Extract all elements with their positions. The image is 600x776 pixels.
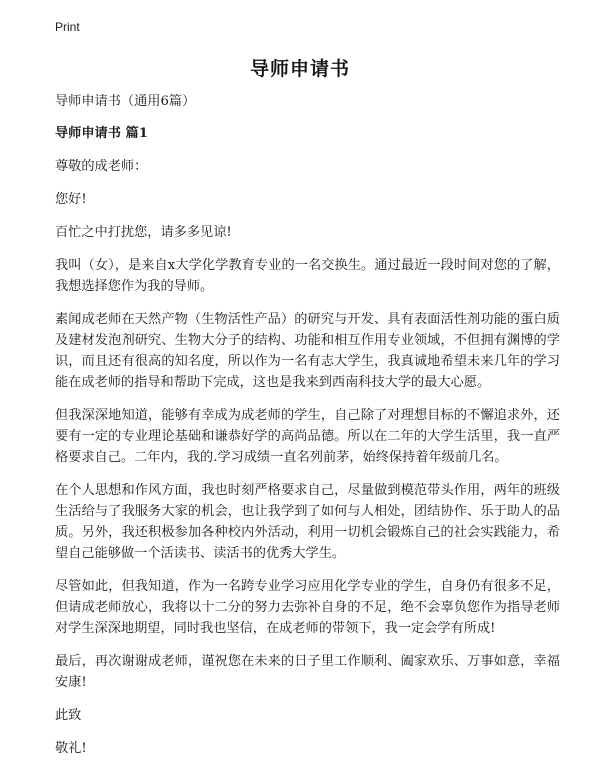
closing-salute: 敬礼! (55, 741, 87, 756)
paragraph-conduct: 在个人思想和作风方面，我也时刻严格要求自己，尽量做到模范带头作用，两年的班级生活给与了我服务大家的机会，也让我学到了如何与人相处，团结协作、乐于助人的品质。另外，我还积极参加各种校内外活动，利用一切机会锻炼自己的社会实践能力，希望自己能够做一个活读书、读活书的优秀大学生。 (55, 483, 560, 561)
paragraph-study: 但我深深地知道，能够有幸成为成老师的学生，自己除了对理想目标的不懈追求外，还要有一定的专业理论基础和谦恭好学的高尚品德。所以在二年的大学生活里，我一直严格要求自己。二年内，我的.学习成绩一直名列前茅，始终保持着年级前几名。 (55, 408, 560, 465)
paragraph-research: 素闻成老师在天然产物（生物活性产品）的研究与开发、具有表面活性剂功能的蛋白质及建材发泡剂研究、生物大分子的结构、功能和相互作用专业领域，不但拥有渊博的学识，而且还有很高的知名度，所以作为一名有志大学生，我真诚地希望未来几年的学习能在成老师的指导和帮助下完成，这也是我来到西南科技大学的最大心愿。 (55, 312, 560, 390)
greeting: 您好! (55, 192, 87, 207)
document-body (55, 91, 560, 771)
paragraph-commitment: 尽管如此，但我知道，作为一名跨专业学习应用化学专业的学生，自身仍有很多不足，但请成老师放心，我将以十二分的努力去弥补自身的不足，绝不会辜负您作为指导老师对学生深深地期望，同时我也坚信，在成老师的带领下，我一定会学有所成! (55, 579, 560, 636)
apology-line: 百忙之中打扰您，请多多见谅! (55, 225, 232, 240)
section-heading: 导师申请书 篇1 (55, 126, 148, 141)
paragraph-intro: 我叫（女），是来自x大学化学教育专业的一名交换生。通过最近一段时间对您的了解，我想选择您作为我的导师。 (55, 258, 560, 294)
page-title: 导师申请书 (249, 58, 350, 80)
print-link[interactable]: Print (55, 20, 80, 34)
closing-line: 此致 (55, 708, 82, 723)
paragraph-thanks: 最后，再次谢谢成老师，谨祝您在未来的日子里工作顺利、阖家欢乐、万事如意，幸福安康! (55, 654, 560, 690)
salutation: 尊敬的成老师： (55, 159, 148, 174)
document-subtitle: 导师申请书（通用6篇） (55, 94, 196, 109)
